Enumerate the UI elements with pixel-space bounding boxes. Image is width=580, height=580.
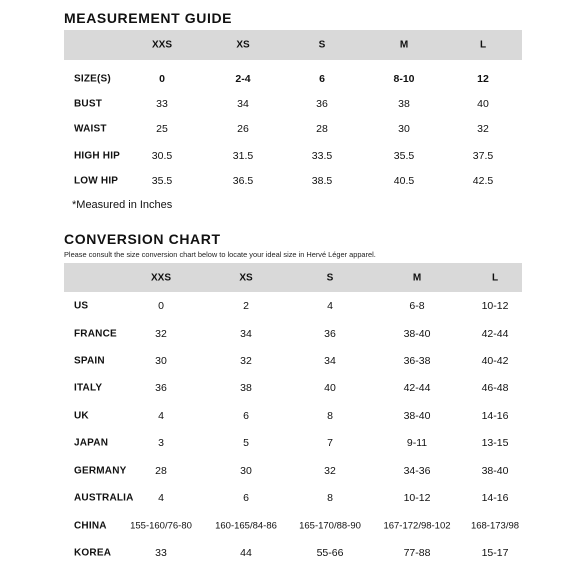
column-header: M [399,39,409,51]
column-header: S [326,272,334,284]
table-cell: 37.5 [472,150,494,162]
column-header: XXS [150,272,172,284]
table-cell: 38-40 [403,410,431,422]
table-cell: 36 [316,98,328,110]
table-cell: 168-173/98 [470,520,520,532]
row-label: SIZE(S) [74,73,111,85]
table-cell: 4 [158,410,164,422]
table-cell: 25 [156,123,168,135]
row-label: JAPAN [74,437,109,449]
table-cell: 14-16 [481,410,509,422]
conversion-subtitle: Please consult the size conversion chart below to locate your ideal size in Hervé Léger apparel. [64,250,376,259]
column-header: L [479,39,487,51]
conversion-chart-title: CONVERSION CHART [64,231,221,247]
table-cell: 160-165/84-86 [215,520,277,532]
table-cell: 14-16 [481,492,509,504]
column-header: M [412,272,422,284]
table-cell: 42-44 [481,328,509,340]
table-cell: 55-66 [316,547,344,559]
table-cell: 42-44 [403,382,431,394]
table-cell: 6 [243,492,249,504]
column-header: L [491,272,499,284]
row-label: HIGH HIP [74,150,121,162]
table-cell: 13-15 [481,437,509,449]
table-cell: 3 [158,437,164,449]
table-cell: 7 [327,437,333,449]
table-cell: 40.5 [393,175,415,187]
table-cell: 8-10 [393,73,415,85]
table-cell: 5 [243,437,249,449]
table-cell: 6-8 [409,300,425,312]
table-cell: 36 [324,328,336,340]
table-cell: 36 [155,382,167,394]
row-label: UK [74,410,89,422]
table-cell: 9-11 [406,437,428,449]
table-cell: 33.5 [311,150,333,162]
row-label: WAIST [74,123,107,135]
table-cell: 36-38 [403,355,431,367]
table-cell: 10-12 [403,492,431,504]
table-cell: 34-36 [403,465,431,477]
table-cell: 30 [155,355,167,367]
table-cell: 28 [155,465,167,477]
table-cell: 10-12 [481,300,509,312]
table-cell: 38-40 [481,465,509,477]
table-cell: 31.5 [232,150,254,162]
row-label: ITALY [74,382,103,394]
table-cell: 26 [237,123,249,135]
table-cell: 32 [155,328,167,340]
table-cell: 34 [324,355,336,367]
row-label: US [74,300,89,312]
table-cell: 35.5 [393,150,415,162]
row-label: BUST [74,98,103,110]
table-cell: 40 [477,98,489,110]
column-header: XS [236,39,250,51]
table-cell: 40 [324,382,336,394]
table-cell: 77-88 [403,547,431,559]
table-cell: 8 [327,410,333,422]
table-cell: 32 [324,465,336,477]
row-label: CHINA [74,520,107,532]
table-cell: 6 [319,73,325,85]
table-cell: 32 [477,123,489,135]
table-cell: 167-172/98-102 [383,520,451,532]
table-cell: 40-42 [481,355,509,367]
table-cell: 34 [237,98,249,110]
row-label: SPAIN [74,355,105,367]
measurement-guide-title: MEASUREMENT GUIDE [64,10,233,26]
table-cell: 165-170/88-90 [299,520,361,532]
table-cell: 30 [240,465,252,477]
table-cell: 46-48 [481,382,509,394]
measurement-note: *Measured in Inches [72,199,173,211]
table-cell: 8 [327,492,333,504]
table-cell: 0 [158,300,164,312]
table-cell: 6 [243,410,249,422]
table-cell: 30 [398,123,410,135]
table-cell: 38 [398,98,410,110]
table-cell: 35.5 [151,175,173,187]
measurement-header-bar [64,30,522,60]
row-label: AUSTRALIA [74,492,134,504]
table-cell: 15-17 [481,547,509,559]
column-header: XXS [151,39,173,51]
table-cell: 28 [316,123,328,135]
column-header: S [318,39,326,51]
table-cell: 33 [155,547,167,559]
table-cell: 2-4 [235,73,251,85]
row-label: GERMANY [74,465,127,477]
table-cell: 155-160/76-80 [130,520,192,532]
table-cell: 38.5 [311,175,333,187]
table-cell: 36.5 [232,175,254,187]
row-label: FRANCE [74,328,117,340]
table-cell: 33 [156,98,168,110]
table-cell: 44 [240,547,252,559]
row-label: KOREA [74,547,112,559]
row-label: LOW HIP [74,175,119,187]
table-cell: 2 [243,300,249,312]
column-header: XS [239,272,253,284]
table-cell: 30.5 [151,150,173,162]
table-cell: 4 [158,492,164,504]
conversion-header-bar [64,263,522,292]
table-cell: 4 [327,300,333,312]
table-cell: 38-40 [403,328,431,340]
table-cell: 0 [159,73,165,85]
table-cell: 34 [240,328,252,340]
table-cell: 32 [240,355,252,367]
table-cell: 12 [477,73,489,85]
table-cell: 42.5 [472,175,494,187]
table-cell: 38 [240,382,252,394]
